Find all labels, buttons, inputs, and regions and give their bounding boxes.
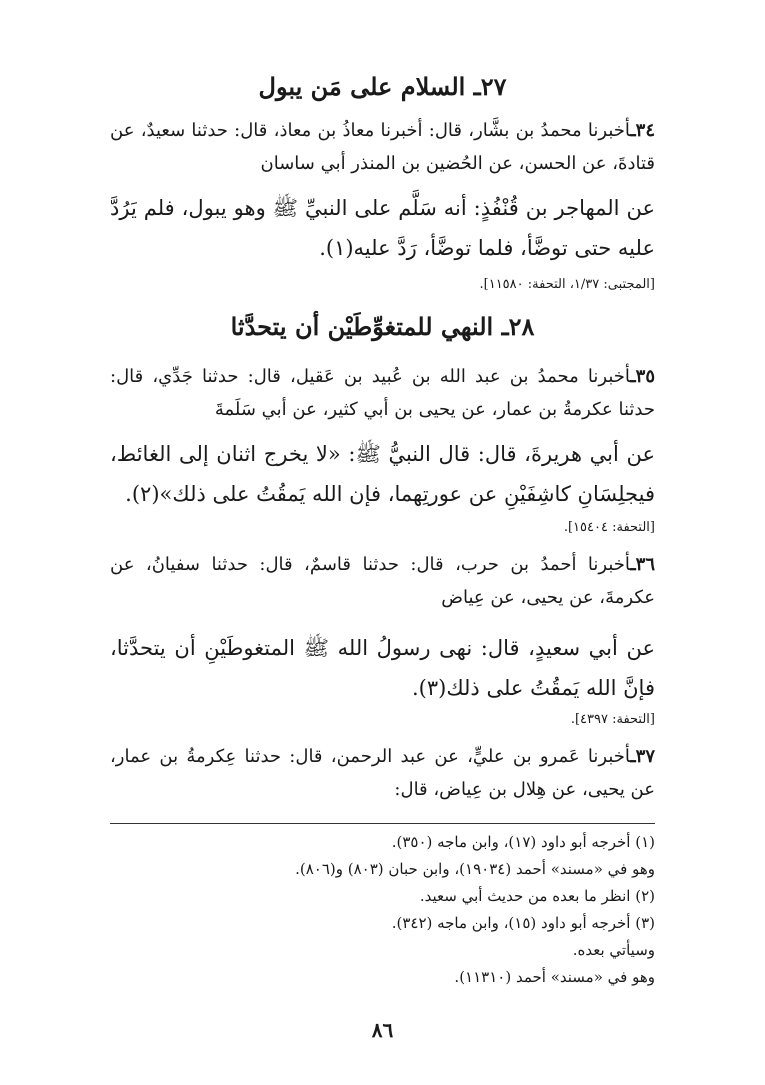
hadith-37-isnad-text: أخبرنا عَمرو بن عليٍّ، عن عبد الرحمن، قال: حدثنا عِكرمةُ بن عمار، عن يحيى، عن هِلال بن عِياض، قال:: [110, 746, 655, 800]
hadith-36-matn: عن أبي سعيدٍ، قال: نهى رسولُ الله ﷺ المتغوطَيْنِ أن يتحدَّثا، فإنَّ الله يَمقُتُ على ذلك(٣).: [110, 636, 655, 700]
chapter-27-title: ٢٧ـ السلام على مَن يبول: [258, 72, 507, 101]
footnote-3: (٣) أخرجه أبو داود (١٥)، وابن ماجه (٣٤٢).: [391, 914, 655, 932]
hadith-36-reference: [التحفة: ٤٣٩٧].: [570, 712, 655, 727]
hadith-36-number: ٣٦ـ: [630, 554, 655, 575]
chapter-28-title: ٢٨ـ النهي للمتغوِّطَيْن أن يتحدَّثا: [230, 312, 535, 341]
hadith-35-number: ٣٥ـ: [630, 366, 655, 387]
footnote-3-continued: وسيأتي بعده.: [572, 941, 655, 959]
footnote-1: (١) أخرجه أبو داود (١٧)، وابن ماجه (٣٥٠).: [391, 833, 655, 851]
hadith-34-isnad-text: أخبرنا محمدُ بن بشَّار، قال: أخبرنا معاذُ بن معاذ، قال: حدثنا سعيدٌ، عن قتادةَ، عن الحسن، عن الحُضين بن المنذر أبي ساسان: [110, 120, 655, 174]
page-number: ٨٦: [371, 1018, 394, 1042]
hadith-35-isnad-text: أخبرنا محمدُ بن عبد الله بن عُبيد بن عَقيل، قال: حدثنا جَدِّي، قال: حدثنا عكرمةُ بن عمار، عن يحيى بن أبي كثير، عن أبي سَلَمةَ: [110, 366, 655, 420]
footnote-separator: [110, 823, 655, 824]
footnote-1-continued: وهو في «مسند» أحمد (١٩٠٣٤)، وابن حبان (٨٠٣) و(٨٠٦).: [295, 860, 655, 878]
footnote-2: (٢) انظر ما بعده من حديث أبي سعيد.: [419, 887, 655, 905]
hadith-34-matn: عن المهاجر بن قُنْفُذٍ: أنه سَلَّم على النبيِّ ﷺ وهو يبول، فلم يَرُدَّ عليه حتى توضَّأ، فلما توضَّأ، رَدَّ عليه(١).: [110, 196, 655, 260]
hadith-37-isnad: [110, 740, 655, 806]
hadith-35-reference: [التحفة: ١٥٤٠٤].: [563, 520, 655, 535]
hadith-36-isnad-text: أخبرنا أحمدُ بن حرب، قال: حدثنا قاسمٌ، قال: حدثنا سفيانُ، عن عكرمةَ، عن يحيى، عن عِياض: [110, 554, 655, 608]
hadith-34-reference: [المجتبى: ١/٣٧، التحفة: ١١٥٨٠].: [479, 277, 655, 292]
hadith-34-isnad: [110, 114, 655, 180]
hadith-35-matn: عن أبي هريرةَ، قال: قال النبيُّ ﷺ: «لا يخرج اثنان إلى الغائط، فيجلِسَانِ كاشِفَيْنِ عن عورتِهما، فإن الله يَمقُتُ على ذلك»(٢).: [110, 442, 655, 506]
hadith-37-number: ٣٧ـ: [630, 746, 655, 767]
hadith-35-isnad: [110, 360, 655, 426]
footnote-3-continued-2: وهو في «مسند» أحمد (١١٣١٠).: [454, 968, 655, 986]
hadith-36-isnad: [110, 548, 655, 614]
hadith-34-number: ٣٤ـ: [630, 120, 655, 141]
